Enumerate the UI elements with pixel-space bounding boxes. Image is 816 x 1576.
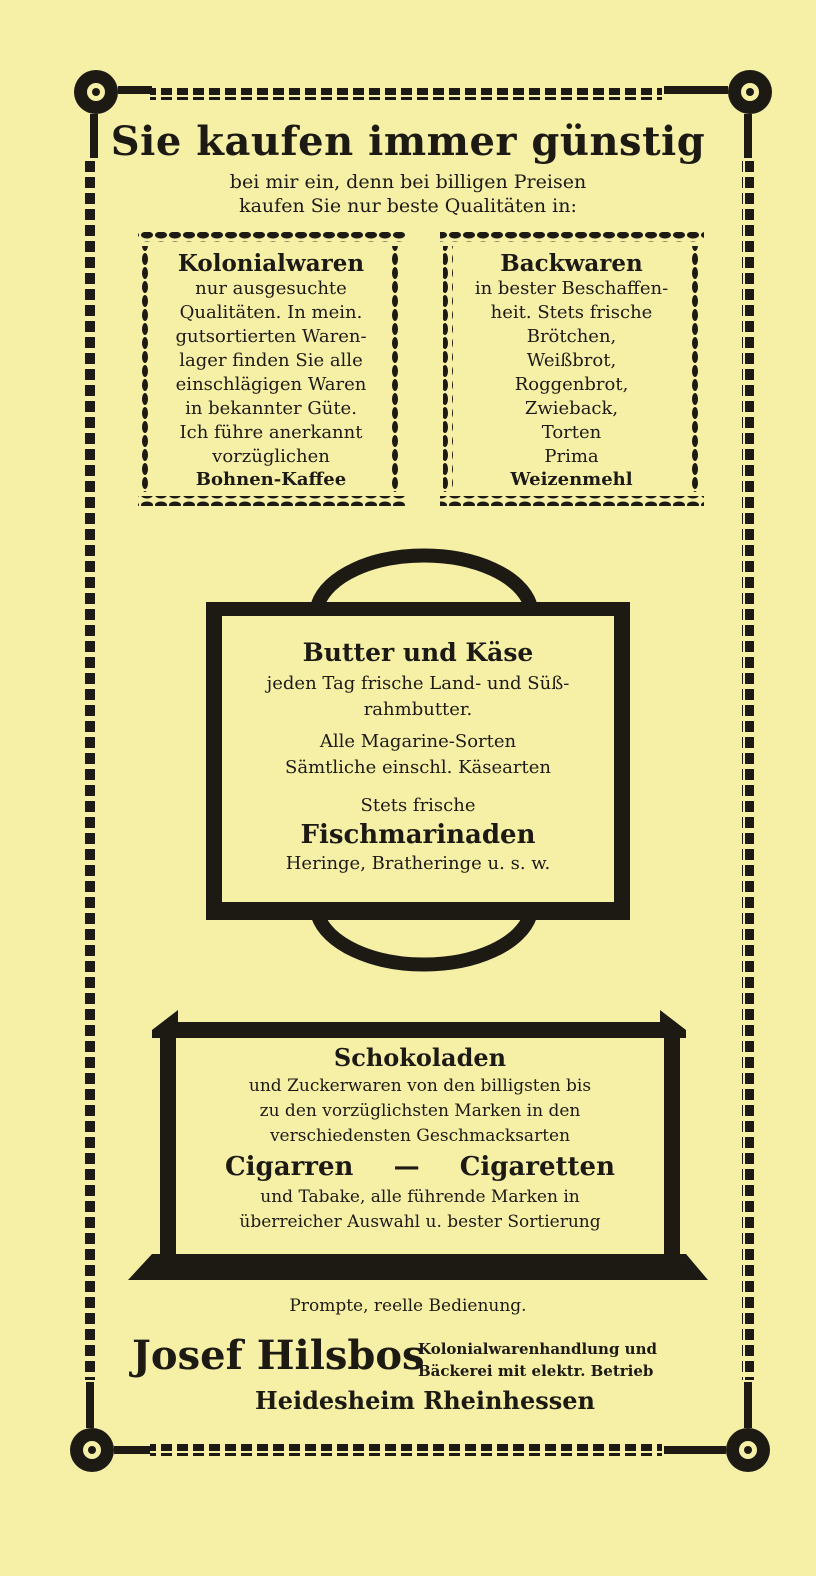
butter-line: Stets frische (360, 795, 476, 816)
service-line: Prompte, reelle Bedienung. (289, 1296, 527, 1316)
dash: — (393, 1152, 420, 1182)
cigaretten-label: Cigaretten (459, 1152, 615, 1182)
intro-line-2: kaufen Sie nur beste Qualitäten in: (239, 195, 577, 217)
cigarren-heading (176, 1149, 664, 1185)
backwaren-line: Zwieback, (524, 398, 619, 419)
tabake-text (176, 1185, 664, 1235)
butter-line: jeden Tag frische Land- und Süß- (266, 673, 570, 694)
backwaren-box (453, 250, 690, 490)
intro-line-1: bei mir ein, denn bei billigen Preisen (229, 171, 587, 193)
kolonialwaren-line: Ich führe anerkannt (179, 422, 363, 443)
backwaren-line: in bester Beschaffen- (474, 278, 669, 299)
schokoladen-line: überreicher Auswahl u. bester Sortierung (239, 1212, 601, 1232)
business-line: Kolonialwarenhandlung und (418, 1340, 657, 1358)
backwaren-text (453, 277, 690, 469)
schokoladen-line: verschiedensten Geschmacksarten (269, 1126, 571, 1146)
backwaren-emphasis: Weizenmehl (510, 469, 633, 490)
headline: Sie kaufen immer günstig (110, 118, 706, 165)
schokoladen-title: Schokoladen (333, 1043, 507, 1072)
backwaren-line: Weißbrot, (526, 350, 617, 371)
frame-top-border (150, 88, 662, 100)
schokoladen-line: und Tabake, alle führende Marken in (260, 1187, 580, 1207)
fischmarinaden-heading: Fischmarinaden (300, 820, 536, 850)
schokoladen-line: zu den vorzüglichsten Marken in den (259, 1101, 581, 1121)
frame-left-border (84, 160, 96, 1380)
kolonialwaren-text (150, 277, 392, 469)
frame-bottom-border (150, 1444, 662, 1456)
butter-box (222, 638, 614, 877)
backwaren-line: Torten (541, 422, 602, 443)
butter-line: rahmbutter. (363, 699, 473, 720)
kolonialwaren-line: in bekannter Güte. (185, 398, 357, 419)
backwaren-line: Prima (544, 446, 599, 467)
schokoladen-box (176, 1042, 664, 1235)
schokoladen-line: und Zuckerwaren von den billigsten bis (248, 1076, 592, 1096)
intro-text (0, 170, 816, 218)
location: Heidesheim Rheinhessen (255, 1386, 595, 1415)
butter-line: Sämtliche einschl. Käsearten (285, 757, 551, 778)
business-line: Bäckerei mit elektr. Betrieb (418, 1362, 654, 1380)
butter-line: Heringe, Bratheringe u. s. w. (285, 853, 551, 874)
kolonialwaren-title: Kolonialwaren (177, 250, 365, 277)
kolonialwaren-line: nur ausgesuchte (195, 278, 347, 299)
corner-ornament-bottom-left (70, 1382, 150, 1472)
kolonialwaren-line: gutsortierten Waren- (175, 326, 367, 347)
butter-title: Butter und Käse (302, 638, 534, 667)
cigarren-label: Cigarren (224, 1152, 354, 1182)
butter-line: Alle Magarine-Sorten (319, 731, 517, 752)
frame-right-border (742, 160, 754, 1380)
corner-ornament-bottom-right (664, 1382, 770, 1472)
kolonialwaren-line: lager finden Sie alle (179, 350, 363, 371)
backwaren-line: Brötchen, (526, 326, 617, 347)
kolonialwaren-line: Qualitäten. In mein. (179, 302, 363, 323)
backwaren-title: Backwaren (500, 250, 643, 277)
butter-text (222, 671, 614, 819)
schokoladen-text (176, 1074, 664, 1149)
backwaren-line: heit. Stets frische (490, 302, 653, 323)
kolonialwaren-box (150, 250, 392, 490)
kolonialwaren-line: einschlägigen Waren (175, 374, 367, 395)
kolonialwaren-emphasis: Bohnen-Kaffee (195, 469, 347, 490)
backwaren-line: Roggenbrot, (514, 374, 629, 395)
business-description (418, 1338, 657, 1382)
kolonialwaren-line: vorzüglichen (212, 446, 330, 467)
owner-name: Josef Hilsbos (132, 1332, 425, 1379)
